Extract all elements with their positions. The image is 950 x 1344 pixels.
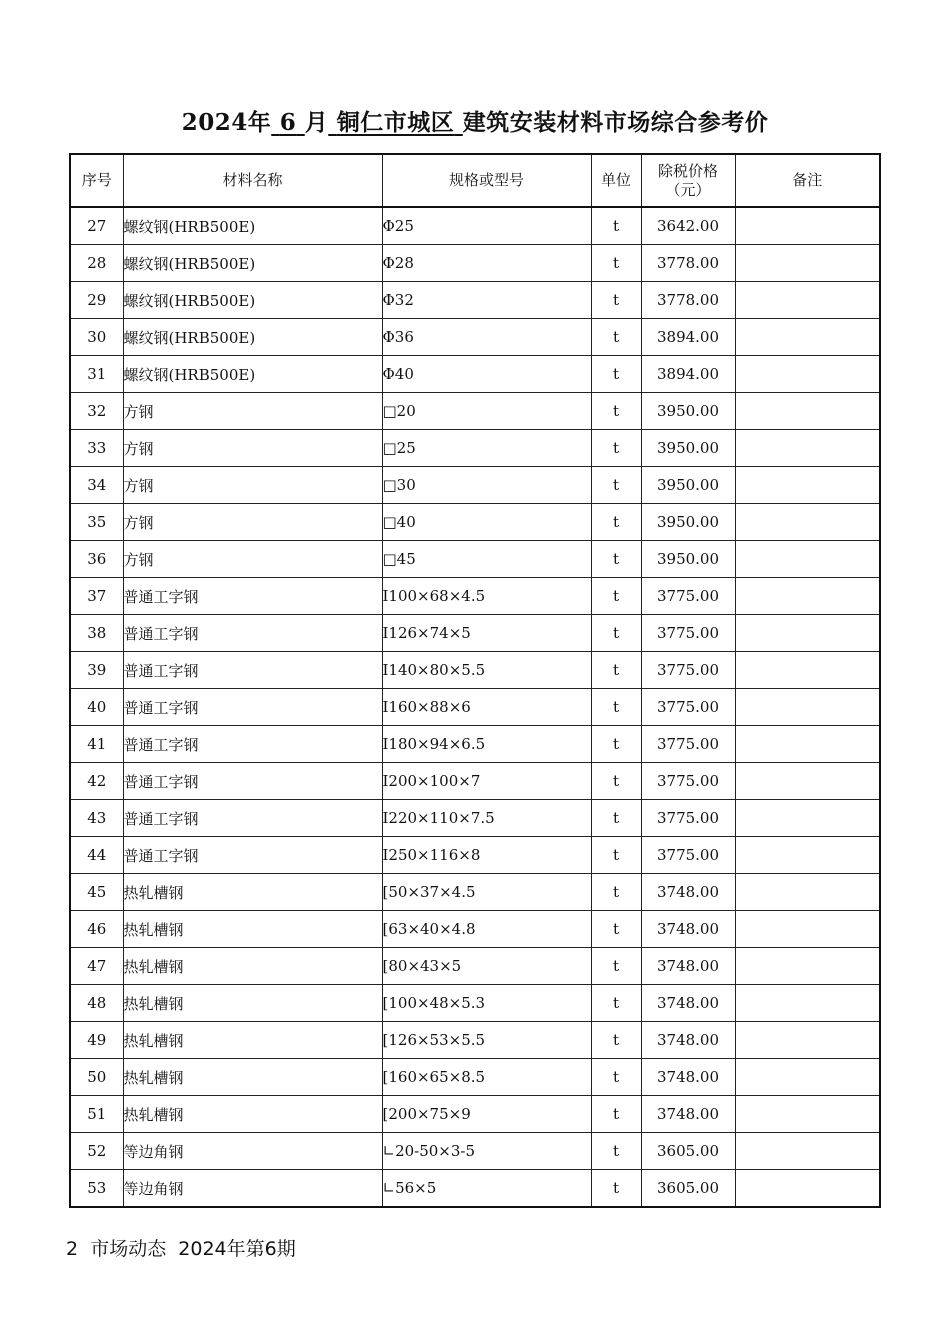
cell-price: 3950.00: [641, 541, 735, 578]
cell-spec: Φ25: [382, 207, 591, 245]
cell-price: 3894.00: [641, 356, 735, 393]
cell-price: 3775.00: [641, 689, 735, 726]
cell-remark: [735, 689, 880, 726]
cell-spec: [200×75×9: [382, 1096, 591, 1133]
cell-no: 50: [70, 1059, 123, 1096]
cell-no: 49: [70, 1022, 123, 1059]
cell-unit: t: [591, 430, 641, 467]
cell-price: 3642.00: [641, 207, 735, 245]
title-month-value: 6: [279, 109, 297, 136]
cell-no: 53: [70, 1170, 123, 1208]
cell-name: 普通工字钢: [123, 689, 382, 726]
cell-spec: I250×116×8: [382, 837, 591, 874]
header-spec: 规格或型号: [382, 154, 591, 207]
cell-spec: I160×88×6: [382, 689, 591, 726]
cell-remark: [735, 1022, 880, 1059]
header-price: [641, 154, 735, 207]
cell-name: 等边角钢: [123, 1133, 382, 1170]
cell-price: 3950.00: [641, 430, 735, 467]
cell-name: 热轧槽钢: [123, 1059, 382, 1096]
table-row: [70, 948, 880, 985]
cell-remark: [735, 541, 880, 578]
title-year: 2024年: [181, 109, 272, 136]
cell-name: 方钢: [123, 504, 382, 541]
header-unit: 单位: [591, 154, 641, 207]
cell-spec: Φ40: [382, 356, 591, 393]
table-row: [70, 207, 880, 245]
price-table: [69, 153, 881, 1208]
cell-name: 热轧槽钢: [123, 874, 382, 911]
table-row: [70, 467, 880, 504]
table-row: [70, 578, 880, 615]
cell-no: 42: [70, 763, 123, 800]
cell-remark: [735, 1133, 880, 1170]
cell-name: 普通工字钢: [123, 615, 382, 652]
table-row: [70, 652, 880, 689]
cell-spec: □20: [382, 393, 591, 430]
cell-no: 29: [70, 282, 123, 319]
cell-price: 3950.00: [641, 393, 735, 430]
cell-unit: t: [591, 985, 641, 1022]
cell-price: 3748.00: [641, 874, 735, 911]
table-row: [70, 393, 880, 430]
price-table-header: [70, 154, 880, 207]
cell-name: 方钢: [123, 393, 382, 430]
cell-name: 热轧槽钢: [123, 948, 382, 985]
cell-no: 43: [70, 800, 123, 837]
cell-name: 螺纹钢(HRB500E): [123, 356, 382, 393]
cell-remark: [735, 504, 880, 541]
title-month-suffix: 月: [304, 109, 329, 136]
cell-remark: [735, 1096, 880, 1133]
cell-price: 3775.00: [641, 652, 735, 689]
cell-spec: □45: [382, 541, 591, 578]
cell-name: 普通工字钢: [123, 578, 382, 615]
cell-name: 普通工字钢: [123, 800, 382, 837]
table-row: [70, 837, 880, 874]
cell-no: 32: [70, 393, 123, 430]
cell-spec: [160×65×8.5: [382, 1059, 591, 1096]
cell-unit: t: [591, 689, 641, 726]
cell-no: 48: [70, 985, 123, 1022]
cell-remark: [735, 356, 880, 393]
cell-price: 3894.00: [641, 319, 735, 356]
cell-remark: [735, 282, 880, 319]
cell-remark: [735, 1170, 880, 1208]
cell-unit: t: [591, 1022, 641, 1059]
table-row: [70, 800, 880, 837]
cell-unit: t: [591, 467, 641, 504]
table-row: [70, 430, 880, 467]
cell-unit: t: [591, 1133, 641, 1170]
cell-no: 38: [70, 615, 123, 652]
cell-no: 45: [70, 874, 123, 911]
cell-spec: I200×100×7: [382, 763, 591, 800]
cell-spec: □25: [382, 430, 591, 467]
cell-spec: I180×94×6.5: [382, 726, 591, 763]
cell-name: 普通工字钢: [123, 726, 382, 763]
cell-no: 40: [70, 689, 123, 726]
table-row: [70, 1170, 880, 1208]
cell-unit: t: [591, 763, 641, 800]
table-row: [70, 1096, 880, 1133]
cell-name: 普通工字钢: [123, 652, 382, 689]
header-no: 序号: [70, 154, 123, 207]
cell-remark: [735, 985, 880, 1022]
header-name: 材料名称: [123, 154, 382, 207]
cell-price: 3778.00: [641, 282, 735, 319]
cell-unit: t: [591, 726, 641, 763]
table-row: [70, 985, 880, 1022]
cell-remark: [735, 245, 880, 282]
cell-price: 3950.00: [641, 504, 735, 541]
table-row: [70, 319, 880, 356]
cell-no: 37: [70, 578, 123, 615]
cell-remark: [735, 874, 880, 911]
footer-publication: 市场动态: [90, 1238, 167, 1260]
cell-spec: [126×53×5.5: [382, 1022, 591, 1059]
cell-remark: [735, 430, 880, 467]
cell-price: 3775.00: [641, 726, 735, 763]
cell-name: 方钢: [123, 430, 382, 467]
cell-no: 51: [70, 1096, 123, 1133]
cell-no: 35: [70, 504, 123, 541]
cell-unit: t: [591, 1096, 641, 1133]
cell-remark: [735, 615, 880, 652]
cell-unit: t: [591, 245, 641, 282]
cell-price: 3748.00: [641, 1059, 735, 1096]
cell-no: 47: [70, 948, 123, 985]
cell-remark: [735, 207, 880, 245]
cell-price: 3775.00: [641, 578, 735, 615]
cell-remark: [735, 652, 880, 689]
cell-name: 热轧槽钢: [123, 911, 382, 948]
cell-name: 螺纹钢(HRB500E): [123, 245, 382, 282]
footer-page-number: 2: [66, 1238, 79, 1260]
cell-remark: [735, 948, 880, 985]
header-price-line1: 除税价格: [657, 161, 718, 180]
table-row: [70, 615, 880, 652]
cell-price: 3748.00: [641, 948, 735, 985]
cell-spec: □40: [382, 504, 591, 541]
cell-unit: t: [591, 837, 641, 874]
cell-no: 39: [70, 652, 123, 689]
cell-unit: t: [591, 652, 641, 689]
cell-no: 33: [70, 430, 123, 467]
cell-spec: Φ28: [382, 245, 591, 282]
cell-name: 普通工字钢: [123, 837, 382, 874]
cell-remark: [735, 763, 880, 800]
cell-name: 螺纹钢(HRB500E): [123, 207, 382, 245]
cell-spec: I140×80×5.5: [382, 652, 591, 689]
title-rest: 建筑安装材料市场综合参考价: [462, 109, 769, 136]
cell-no: 52: [70, 1133, 123, 1170]
cell-spec: [100×48×5.3: [382, 985, 591, 1022]
cell-unit: t: [591, 319, 641, 356]
cell-remark: [735, 467, 880, 504]
cell-spec: [63×40×4.8: [382, 911, 591, 948]
table-row: [70, 541, 880, 578]
cell-unit: t: [591, 504, 641, 541]
table-row: [70, 726, 880, 763]
cell-name: 方钢: [123, 467, 382, 504]
cell-price: 3775.00: [641, 837, 735, 874]
cell-unit: t: [591, 578, 641, 615]
cell-name: 热轧槽钢: [123, 1096, 382, 1133]
cell-remark: [735, 800, 880, 837]
cell-spec: [80×43×5: [382, 948, 591, 985]
table-row: [70, 356, 880, 393]
cell-no: 44: [70, 837, 123, 874]
cell-remark: [735, 837, 880, 874]
table-row: [70, 282, 880, 319]
cell-name: 热轧槽钢: [123, 1022, 382, 1059]
cell-no: 36: [70, 541, 123, 578]
price-table-body: [70, 207, 880, 1207]
cell-remark: [735, 1059, 880, 1096]
cell-unit: t: [591, 356, 641, 393]
cell-price: 3748.00: [641, 985, 735, 1022]
cell-unit: t: [591, 1170, 641, 1208]
cell-price: 3605.00: [641, 1170, 735, 1208]
cell-name: 普通工字钢: [123, 763, 382, 800]
cell-spec: Φ36: [382, 319, 591, 356]
cell-name: 螺纹钢(HRB500E): [123, 319, 382, 356]
cell-price: 3950.00: [641, 467, 735, 504]
cell-no: 30: [70, 319, 123, 356]
table-row: [70, 504, 880, 541]
cell-unit: t: [591, 800, 641, 837]
cell-price: 3775.00: [641, 800, 735, 837]
cell-no: 46: [70, 911, 123, 948]
cell-name: 螺纹钢(HRB500E): [123, 282, 382, 319]
cell-spec: I100×68×4.5: [382, 578, 591, 615]
table-row: [70, 1059, 880, 1096]
cell-unit: t: [591, 1059, 641, 1096]
page-footer: [66, 1234, 296, 1261]
cell-name: 热轧槽钢: [123, 985, 382, 1022]
cell-remark: [735, 393, 880, 430]
cell-spec: Φ32: [382, 282, 591, 319]
cell-remark: [735, 319, 880, 356]
cell-remark: [735, 726, 880, 763]
cell-spec: [50×37×4.5: [382, 874, 591, 911]
cell-unit: t: [591, 948, 641, 985]
cell-unit: t: [591, 615, 641, 652]
table-row: [70, 1133, 880, 1170]
cell-price: 3778.00: [641, 245, 735, 282]
cell-no: 34: [70, 467, 123, 504]
cell-remark: [735, 911, 880, 948]
cell-unit: t: [591, 541, 641, 578]
header-remark: 备注: [735, 154, 880, 207]
table-row: [70, 763, 880, 800]
cell-spec: I220×110×7.5: [382, 800, 591, 837]
title-city: [328, 109, 463, 136]
cell-unit: t: [591, 207, 641, 245]
header-row: [70, 154, 880, 207]
cell-remark: [735, 578, 880, 615]
cell-spec: ∟20-50×3-5: [382, 1133, 591, 1170]
table-row: [70, 245, 880, 282]
table-row: [70, 689, 880, 726]
table-row: [70, 911, 880, 948]
cell-no: 31: [70, 356, 123, 393]
page-title: [0, 104, 950, 137]
title-city-value: 铜仁市城区: [336, 109, 455, 136]
header-price-line2: （元）: [665, 180, 711, 199]
cell-price: 3748.00: [641, 1096, 735, 1133]
cell-unit: t: [591, 393, 641, 430]
cell-name: 等边角钢: [123, 1170, 382, 1208]
table-row: [70, 874, 880, 911]
cell-no: 41: [70, 726, 123, 763]
cell-price: 3775.00: [641, 615, 735, 652]
cell-unit: t: [591, 874, 641, 911]
cell-no: 27: [70, 207, 123, 245]
cell-spec: ∟56×5: [382, 1170, 591, 1208]
cell-unit: t: [591, 282, 641, 319]
footer-issue: 2024年第6期: [178, 1238, 296, 1260]
table-row: [70, 1022, 880, 1059]
cell-name: 方钢: [123, 541, 382, 578]
cell-spec: I126×74×5: [382, 615, 591, 652]
cell-spec: □30: [382, 467, 591, 504]
cell-price: 3748.00: [641, 1022, 735, 1059]
cell-price: 3775.00: [641, 763, 735, 800]
cell-no: 28: [70, 245, 123, 282]
title-month: [271, 109, 305, 136]
cell-unit: t: [591, 911, 641, 948]
cell-price: 3605.00: [641, 1133, 735, 1170]
cell-price: 3748.00: [641, 911, 735, 948]
